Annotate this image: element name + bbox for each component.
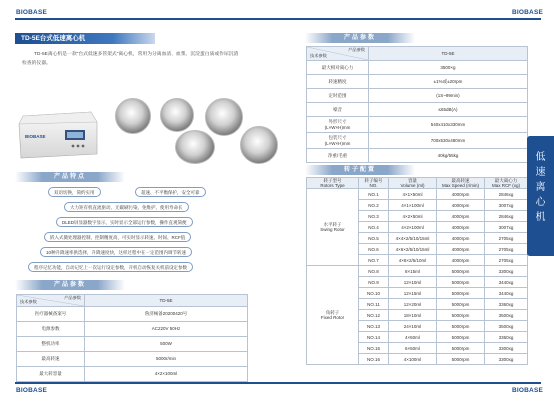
rotor-speed: 4000rpm: [437, 222, 485, 233]
rotor-volume: 4×2×50ml: [389, 211, 437, 222]
rotor-speed: 4000rpm: [437, 211, 485, 222]
feature-item: DLED屏显器数字显示，实时显示全部运行参数，操作直观简便: [56, 217, 193, 227]
bottom-rule: [15, 382, 541, 384]
param-value: (1S~99min): [369, 89, 528, 103]
param-value: ±1%或±20rpm: [369, 75, 528, 89]
rotor-rcf: 3440xg: [485, 288, 528, 299]
rotor-image-4: [240, 126, 278, 164]
param-name: 最大转容量: [17, 367, 85, 382]
header-tech-label: 技术参数: [310, 53, 327, 59]
rotor-volume: 12×15ml: [389, 288, 437, 299]
feature-item: 嵌入式微处理器控制，控制精度高，可实时显示转速、时间、RCF值: [44, 232, 191, 242]
rotor-volume: 4×50ml: [389, 332, 437, 343]
rotor-volume: 4×100ml: [389, 354, 437, 365]
right-table-diagonal-header: [307, 47, 369, 61]
rotor-rcf: 3440xg: [485, 277, 528, 288]
param-name: 净重/毛重: [307, 149, 369, 163]
rotor-no: NO.1: [359, 189, 389, 200]
col-max-speed: 最高转速 Max Speed (r/min): [437, 178, 485, 189]
model-cell: TD-5E: [85, 295, 248, 307]
side-tab-char: 低: [535, 152, 546, 163]
rotor-rcf: 2705xg: [485, 233, 528, 244]
product-intro: TD-5E离心机是一款"台式低速多管架式"离心机，常用为分离血清、血浆、沉淀蛋白质或作尿沉渣检查的仪器。: [22, 52, 239, 66]
param-value: 3500×g: [369, 61, 528, 75]
rotor-speed: 4000rpm: [437, 255, 485, 266]
rotor-volume: 4×2×100ml: [389, 222, 437, 233]
param-name: 噪音: [307, 103, 369, 117]
left-params-table: [16, 294, 248, 382]
param-name: 转速精度: [307, 75, 369, 89]
rotor-speed: 5000rpm: [437, 299, 485, 310]
param-name: 定时范围: [307, 89, 369, 103]
rotor-speed: 5000rpm: [437, 310, 485, 321]
rotor-no: NO.12: [359, 310, 389, 321]
rotor-rcf: 2846xg: [485, 189, 528, 200]
rotor-volume: 4×8×2/5/10ml: [389, 255, 437, 266]
rotor-speed: 4000rpm: [437, 200, 485, 211]
rotor-volume: 12×20ml: [389, 299, 437, 310]
swing-rotor-rows: [307, 189, 528, 266]
param-name: 医疗器械备案号: [17, 307, 85, 322]
rotor-rcf: 3500xg: [485, 321, 528, 332]
rotor-rcf: 2846xg: [485, 211, 528, 222]
rotor-speed: 5000rpm: [437, 321, 485, 332]
rotor-speed: 5000rpm: [437, 266, 485, 277]
side-tab-char: 机: [535, 212, 546, 223]
brand-logo-top-right: BIOBASE: [512, 9, 544, 16]
rotor-no: NO.4: [359, 222, 389, 233]
rotor-no: NO.9: [359, 277, 389, 288]
rotor-volume: 4×4×2/5/10/15ml: [389, 233, 437, 244]
rotor-no: NO.2: [359, 200, 389, 211]
rotor-volume: 4×1×100ml: [389, 200, 437, 211]
rotor-image-2: [160, 98, 194, 132]
feature-item: 双语切换，简约实用: [48, 187, 101, 197]
product-photos: [15, 96, 280, 164]
rotor-no: NO.7: [359, 255, 389, 266]
rotor-speed: 5000rpm: [437, 277, 485, 288]
params-left-section-bar: 产品参数: [15, 280, 125, 290]
rotor-no: NO.11: [359, 299, 389, 310]
rotor-rcf: 2705xg: [485, 255, 528, 266]
rotor-type-fixed: 角转子 Fixed Rotor: [307, 266, 359, 365]
params-right-section-bar: 产品参数: [305, 33, 415, 43]
param-value: 40kg/55kg: [369, 149, 528, 163]
rotor-rcf: 3300xg: [485, 343, 528, 354]
rotor-no: NO.8: [359, 266, 389, 277]
left-table-diagonal-header: [17, 295, 85, 307]
rotor-volume: 4×1×50ml: [389, 189, 437, 200]
rotor-rcf: 3300xg: [485, 354, 528, 365]
side-tab-char: 心: [535, 197, 546, 208]
col-volume: 容量 Volume (ml): [389, 178, 437, 189]
rotor-rcf: 3500xg: [485, 310, 528, 321]
header-param-label: 产品参数: [64, 295, 81, 300]
centrifuge-image: [15, 100, 101, 162]
rotor-speed: 5000rpm: [437, 343, 485, 354]
rotor-rcf: 3007xg: [485, 222, 528, 233]
param-value: 500W: [85, 337, 248, 352]
rotor-volume: 8×15ml: [389, 266, 437, 277]
rotor-no: NO.5: [359, 233, 389, 244]
side-tab-char: 速: [535, 167, 546, 178]
param-value: 540x410x330mm: [369, 117, 528, 133]
rotor-image-5: [175, 130, 215, 164]
rotor-no: NO.6: [359, 244, 389, 255]
rotor-speed: 4000rpm: [437, 244, 485, 255]
rotor-table: [306, 177, 528, 365]
rotor-speed: 5000rpm: [437, 288, 485, 299]
param-value: 5000r/min: [85, 352, 248, 367]
header-tech-label: 技术参数: [20, 299, 37, 305]
features-section-bar: 产品特点: [15, 172, 125, 182]
side-tab-char: 离: [535, 182, 546, 193]
rotor-speed: 5000rpm: [437, 354, 485, 365]
col-max-rcf: 最大离心力 Max RCF (xg): [485, 178, 528, 189]
feature-item: 程序记忆功能，自动记忆上一次运行设定参数，开机自动恢复关机前设定参数: [28, 262, 193, 272]
rotor-no: NO.16: [359, 354, 389, 365]
fixed-rotor-rows: [307, 266, 528, 365]
rotor-rcf: 3007xg: [485, 200, 528, 211]
machine-logo: BIOBASE: [25, 134, 46, 139]
rotor-volume: 4×6×2/5/10/15ml: [389, 244, 437, 255]
product-title: TD-5E台式低速离心机: [15, 33, 155, 44]
param-name: 最高转速: [17, 352, 85, 367]
rotor-volume: 12×10ml: [389, 277, 437, 288]
rotor-rcf: 3360xg: [485, 299, 528, 310]
right-params-table: [306, 46, 528, 163]
rotor-image-3: [205, 98, 243, 136]
top-rule: [15, 18, 541, 20]
param-name: 外形尺寸 (L×W×H)mm: [307, 117, 369, 133]
col-rotor-type: 转子型号 Rotors Type: [307, 178, 359, 189]
header-param-label: 产品参数: [348, 47, 365, 52]
feature-item: 超速、不平衡保护，安全可靠: [135, 187, 206, 197]
param-value: 4×2×100ml: [85, 367, 248, 382]
param-name: 整机功率: [17, 337, 85, 352]
brand-logo-bottom-right: BIOBASE: [512, 387, 544, 394]
rotor-rcf: 2705xg: [485, 244, 528, 255]
feature-item: 大力矩有机直流驱动、无碳刷污染、免维护、使用寿命长: [64, 202, 189, 212]
rotor-speed: 5000rpm: [437, 332, 485, 343]
rotor-type-swing: 水平转子 Swing Rotor: [307, 189, 359, 266]
rotor-no: NO.14: [359, 332, 389, 343]
rotor-rcf: 3360xg: [485, 332, 528, 343]
rotor-speed: 4000rpm: [437, 233, 485, 244]
col-rotor-no: 转子编号 NO.: [359, 178, 389, 189]
model-cell: TD-5E: [369, 47, 528, 61]
param-value: 鲁济械备20200420号: [85, 307, 248, 322]
rotor-speed: 4000rpm: [437, 189, 485, 200]
brand-logo-top-left: BIOBASE: [16, 9, 48, 16]
brand-logo-bottom-left: BIOBASE: [16, 387, 48, 394]
param-name: 电源参数: [17, 322, 85, 337]
param-name: 包装尺寸 (L×W×H)mm: [307, 133, 369, 149]
rotor-volume: 18×10ml: [389, 310, 437, 321]
param-value: ≤65dB(A): [369, 103, 528, 117]
rotor-rcf: 3300xg: [485, 266, 528, 277]
feature-item: 10种升降速率供选择，升降速度快，这样过程中在一定范围内调节转速: [40, 247, 192, 257]
rotor-volume: 6×50ml: [389, 343, 437, 354]
rotor-no: NO.13: [359, 321, 389, 332]
rotor-image-1: [115, 98, 151, 134]
param-value: 700x530x480mm: [369, 133, 528, 149]
param-name: 最大相对离心力: [307, 61, 369, 75]
rotor-no: NO.10: [359, 288, 389, 299]
param-value: AC220V 50Hz: [85, 322, 248, 337]
rotor-volume: 24×10ml: [389, 321, 437, 332]
rotor-no: NO.15: [359, 343, 389, 354]
side-category-tab: [527, 136, 554, 256]
rotor-no: NO.3: [359, 211, 389, 222]
rotor-config-section-bar: 转子配置: [305, 165, 415, 175]
